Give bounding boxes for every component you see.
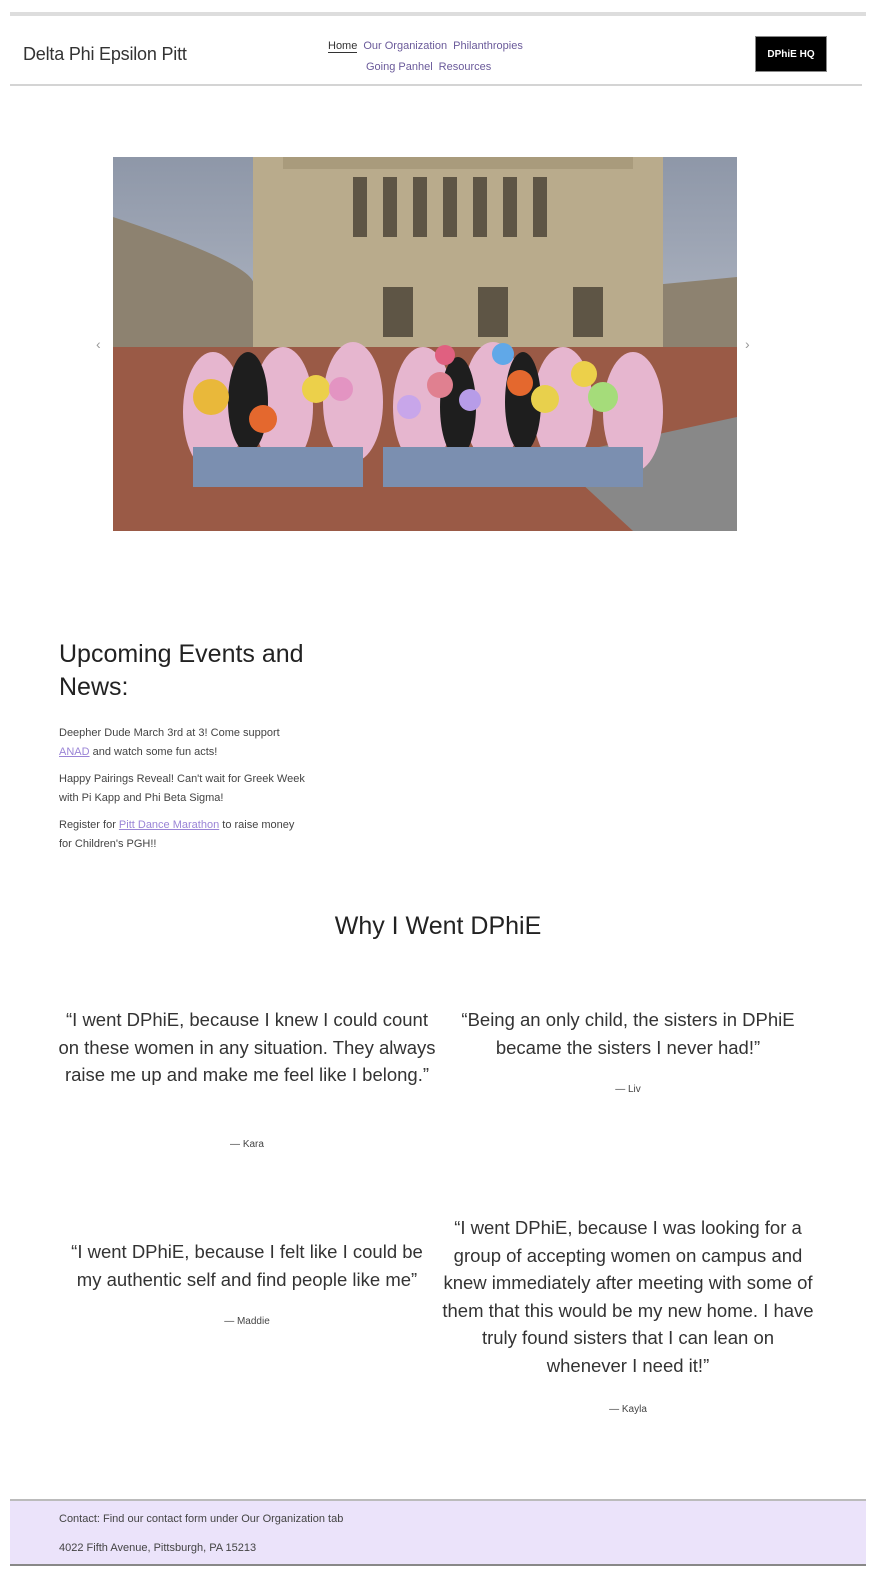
slider-prev-icon[interactable]: ‹	[96, 336, 101, 352]
testimonial-quote: “I went DPhiE, because I felt like I could be my authentic self and find people like me”	[71, 1241, 423, 1290]
testimonial-author: — Kayla	[609, 1404, 647, 1415]
event-text: Register for	[59, 819, 119, 831]
nav-philanthropies[interactable]: Philanthropies	[453, 40, 523, 52]
event-item	[59, 724, 309, 762]
nav-our-organization[interactable]: Our Organization	[363, 40, 448, 52]
nav-home[interactable]: Home	[328, 40, 358, 52]
testimonial-quote: “Being an only child, the sisters in DPhiE became the sisters I never had!”	[461, 1009, 795, 1058]
footer-contact: Contact: Find our contact form under Our Organization tab	[59, 1513, 344, 1525]
why-heading: Why I Went DPhiE	[334, 912, 542, 940]
site-header	[10, 16, 862, 86]
site-footer	[10, 1499, 866, 1566]
group-photo	[113, 157, 737, 531]
events-heading: Upcoming Events and News:	[59, 640, 304, 701]
anad-link[interactable]: ANAD	[59, 746, 90, 758]
footer-address: 4022 Fifth Avenue, Pittsburgh, PA 15213	[59, 1542, 257, 1554]
site-title-link[interactable]: Delta Phi Epsilon Pitt	[23, 44, 187, 64]
event-text: Deepher Dude March 3rd at 3! Come support	[59, 727, 280, 739]
dphie-hq-button[interactable]: DPhiE HQ	[755, 36, 827, 72]
nav-resources[interactable]: Resources	[438, 61, 492, 73]
event-text: and watch some fun acts!	[89, 746, 218, 758]
main-nav	[328, 36, 548, 78]
event-text: to raise money for Children's PGH!!	[59, 819, 295, 850]
slider-next-icon[interactable]: ›	[745, 336, 750, 352]
testimonial-author: — Maddie	[224, 1316, 270, 1327]
testimonial-quote: “I went DPhiE, because I knew I could count on these women in any situation. They always raise me up and make me feel like I belong.”	[58, 1009, 436, 1085]
testimonial-author: — Kara	[230, 1139, 264, 1150]
event-item	[59, 770, 309, 808]
nav-going-panhel[interactable]: Going Panhel	[366, 61, 433, 73]
testimonial-author: — Liv	[615, 1084, 641, 1095]
testimonial-quote: “I went DPhiE, because I was looking for a group of accepting women on campus and knew immediately after meeting with some of them that this would be my new home. I have truly found sisters that I can lean on whenever I need it!”	[442, 1217, 814, 1376]
event-item	[59, 816, 309, 854]
pitt-dance-marathon-link[interactable]: Pitt Dance Marathon	[118, 819, 220, 831]
group-photo-slide	[113, 157, 737, 531]
event-text: Happy Pairings Reveal! Can't wait for Greek Week with Pi Kapp and Phi Beta Sigma!	[59, 773, 305, 804]
upcoming-events	[59, 638, 309, 862]
